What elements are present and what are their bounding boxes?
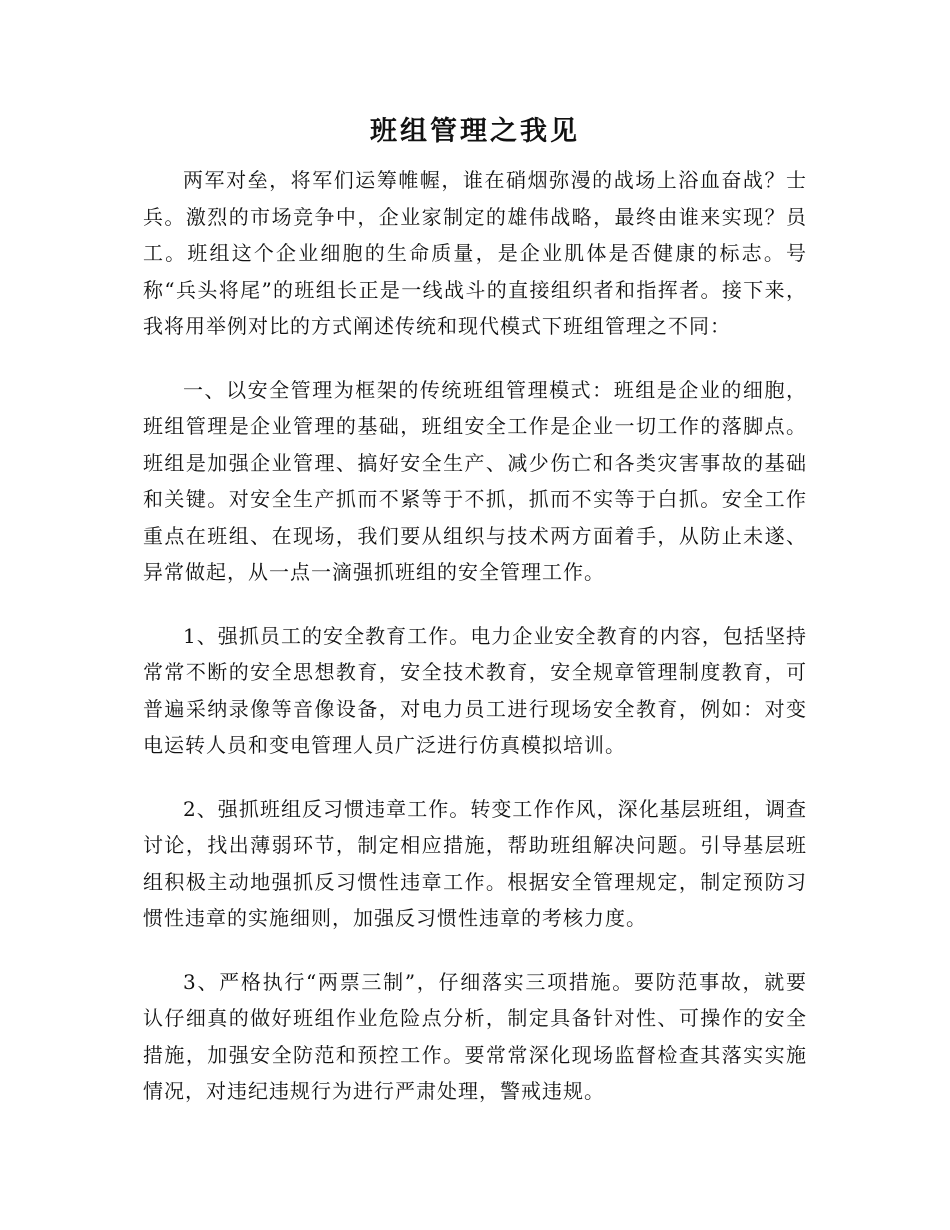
paragraph-item-3: 3、严格执行“两票三制”，仔细落实三项措施。要防范事故，就要认仔细真的做好班组作业危险点分析，制定具备针对性、可操作的安全措施，加强安全防范和预控工作。要常常深化现场监督检查其落实实施情况，对违纪违规行为进行严肃处理，警戒违规。 [143, 969, 807, 1103]
document-body [143, 162, 807, 1110]
paragraph-section-one: 一、以安全管理为框架的传统班组管理模式：班组是企业的细胞，班组管理是企业管理的基础，班组安全工作是企业一切工作的落脚点。班组是加强企业管理、搞好安全生产、减少伤亡和各类灾害事故的基础和关键。对安全生产抓而不紧等于不抓，抓而不实等于白抓。安全工作重点在班组、在现场，我们要从组织与技术两方面着手，从防止未遂、异常做起，从一点一滴强抓班组的安全管理工作。 [143, 377, 807, 584]
paragraph-item-2: 2、强抓班组反习惯违章工作。转变工作作风，深化基层班组，调查讨论，找出薄弱环节，制定相应措施，帮助班组解决问题。引导基层班组积极主动地强抓反习惯性违章工作。根据安全管理规定，制定预防习惯性违章的实施细则，加强反习惯性违章的考核力度。 [143, 796, 807, 930]
paragraph-item-1: 1、强抓员工的安全教育工作。电力企业安全教育的内容，包括坚持常常不断的安全思想教育，安全技术教育，安全规章管理制度教育，可普遍采纳录像等音像设备，对电力员工进行现场安全教育，例如：对变电运转人员和变电管理人员广泛进行仿真模拟培训。 [143, 623, 807, 757]
document-title: 班组管理之我见 [370, 116, 580, 147]
paragraph-intro: 两军对垒，将军们运筹帷幄，谁在硝烟弥漫的战场上浴血奋战？士兵。激烈的市场竞争中，企业家制定的雄伟战略，最终由谁来实现？员工。班组这个企业细胞的生命质量，是企业肌体是否健康的标志。号称“兵头将尾”的班组长正是一线战斗的直接组织者和指挥者。接下来，我将用举例对比的方式阐述传统和现代模式下班组管理之不同： [143, 168, 807, 338]
